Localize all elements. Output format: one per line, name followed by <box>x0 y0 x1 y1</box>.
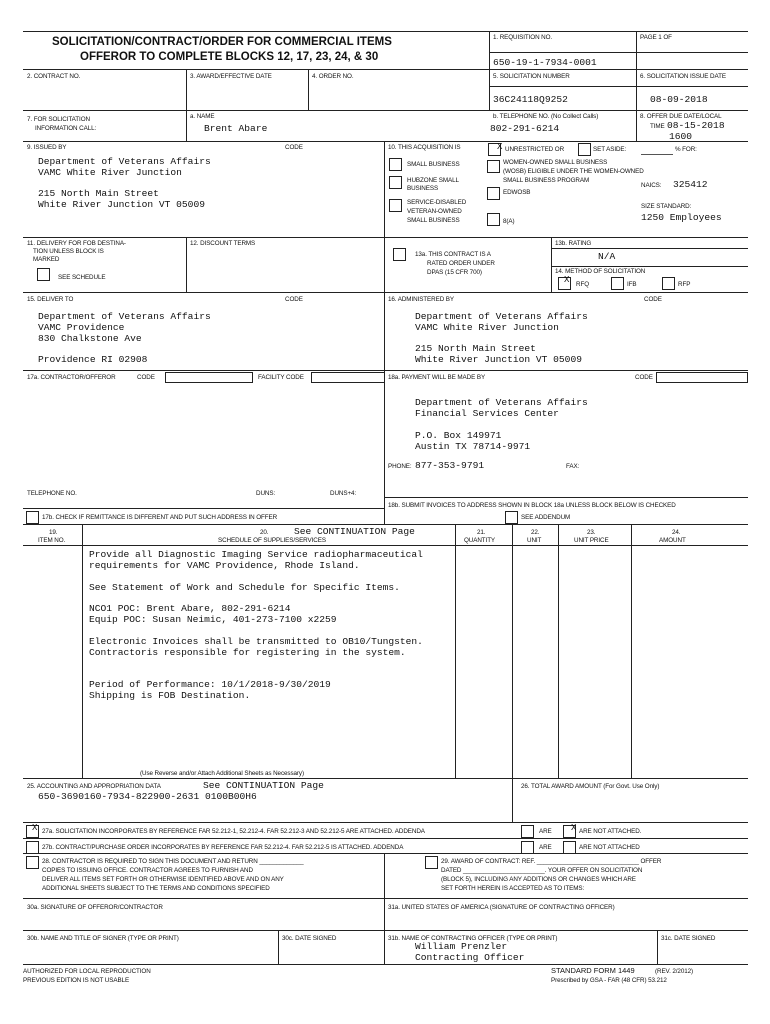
small-business-label: SMALL BUSINESS <box>407 161 460 168</box>
duns-label: DUNS: <box>256 490 276 497</box>
rule <box>657 930 658 964</box>
28-line-1: 28. CONTRACTOR IS REQUIRED TO SIGN THIS DOCUMENT AND RETURN _____________ <box>42 858 304 865</box>
award-date-label: 3. AWARD/EFFECTIVE DATE <box>190 73 272 80</box>
rating-label: 13b. RATING <box>555 240 592 247</box>
due-date-value[interactable]: 08-15-2018 <box>667 120 725 131</box>
pct-for-label: % FOR: <box>675 146 697 153</box>
issued-line-4: White River Junction VT 05009 <box>38 199 205 210</box>
rule <box>23 898 748 899</box>
rule <box>512 778 513 822</box>
28-line-4: ADDITIONAL SHEETS SUBJECT TO THE TERMS AND CONDITIONS SPECIFIED <box>42 885 270 892</box>
col-schedule-see: See CONTINUATION Page <box>294 526 415 537</box>
rating-value[interactable]: N/A <box>598 251 616 262</box>
ifb-checkbox[interactable] <box>611 277 624 290</box>
admin-line-4: White River Junction VT 05009 <box>415 354 582 365</box>
due-time-value[interactable]: 1600 <box>669 131 693 142</box>
rule <box>384 853 385 964</box>
rule <box>23 838 748 839</box>
col-quantity-label: QUANTITY <box>464 537 496 544</box>
rule <box>558 524 559 778</box>
hubzone-label: HUBZONE SMALL <box>407 177 459 184</box>
27a-not-attached-label: ARE NOT ATTACHED. <box>579 828 642 835</box>
28-line-3: DELIVER ALL ITEMS SET FORTH OR OTHERWISE IDENTIFIED ABOVE AND ON ANY <box>42 876 284 883</box>
8a-checkbox[interactable] <box>487 213 500 226</box>
col-amount-label: AMOUNT <box>659 537 686 544</box>
form-subtitle: OFFEROR TO COMPLETE BLOCKS 12, 17, 23, 24, & 30 <box>80 51 379 63</box>
remittance-label: 17b. CHECK IF REMITTANCE IS DIFFERENT AND PUT SUCH ADDRESS IN OFFER <box>42 514 278 521</box>
col-unit-price-num: 23. <box>587 529 596 536</box>
form-title: SOLICITATION/CONTRACT/ORDER FOR COMMERCIAL ITEMS <box>52 36 392 48</box>
27a-not-check-mark: X <box>571 823 577 833</box>
rfp-checkbox[interactable] <box>662 277 675 290</box>
payment-line-2: Financial Services Center <box>415 408 559 419</box>
officer-title-value[interactable]: Contracting Officer <box>415 952 525 963</box>
payment-line-4: Austin TX 78714-9971 <box>415 441 531 452</box>
set-aside-checkbox[interactable] <box>578 143 591 156</box>
fob-label: 11. DELIVERY FOR FOB DESTINA- <box>27 240 126 247</box>
rule <box>512 524 513 778</box>
schedule-line: Provide all Diagnostic Imaging Service radiopharmaceutical <box>89 549 423 560</box>
rule <box>23 237 748 238</box>
wosb-label-2: (WOSB) ELIGIBLE UNDER THE WOMEN-OWNED <box>503 168 644 175</box>
schedule-line: Shipping is FOB Destination. <box>89 690 251 701</box>
rule <box>23 524 748 525</box>
rule <box>551 248 748 249</box>
deliver-line-2: VAMC Providence <box>38 322 125 333</box>
total-award-label: 26. TOTAL AWARD AMOUNT (For Govt. Use Only) <box>521 783 660 790</box>
payment-phone-value: 877-353-9791 <box>415 460 485 471</box>
rule <box>631 524 632 778</box>
payment-code-label: CODE <box>635 374 653 381</box>
requisition-label: 1. REQUISITION NO. <box>493 34 553 41</box>
rule <box>551 266 748 267</box>
27a-check-mark: X <box>32 823 38 833</box>
reverse-note: (Use Reverse and/or Attach Additional Sheets as Necessary) <box>140 770 304 777</box>
rule <box>23 930 748 931</box>
27a-label: 27a. SOLICITATION INCORPORATES BY REFERENCE FAR 52.212-1, 52.212-4. FAR 52.212-3 AND 52.212-5 ARE ATTACHED. ADDENDA <box>42 828 425 835</box>
due-date-label: 8. OFFER DUE DATE/LOCAL <box>640 113 722 120</box>
rule <box>489 86 748 87</box>
rule <box>23 508 384 509</box>
accounting-label: 25. ACCOUNTING AND APPROPRIATION DATA <box>27 783 161 790</box>
footer-form-name: STANDARD FORM 1449 <box>551 966 635 975</box>
28-line-2: COPIES TO ISSUING OFFICE. CONTRACTOR AGREES TO FURNISH AND <box>42 867 253 874</box>
order-no-label: 4. ORDER NO. <box>312 73 354 80</box>
info-call-label-2: INFORMATION CALL: <box>35 125 97 132</box>
col-quantity-num: 21. <box>477 529 486 536</box>
edwosb-checkbox[interactable] <box>487 187 500 200</box>
footer-authorized: AUTHORIZED FOR LOCAL REPRODUCTION <box>23 968 151 975</box>
signer-name-label: 30b. NAME AND TITLE OF SIGNER (TYPE OR PRINT) <box>27 935 179 942</box>
rfq-check-mark: X <box>564 275 570 285</box>
deliver-line-1: Department of Veterans Affairs <box>38 311 211 322</box>
deliver-code-label: CODE <box>285 296 303 303</box>
schedule-line: Contractoris responsible for registering in the system. <box>89 647 406 658</box>
see-schedule-checkbox[interactable] <box>37 268 50 281</box>
accounting-value[interactable]: 650-3690160-7934-822900-2631 0100B00H6 <box>38 791 257 802</box>
contract-no-label: 2. CONTRACT NO. <box>27 73 81 80</box>
28-checkbox[interactable] <box>26 856 39 869</box>
29-line-3: (BLOCK 5), INCLUDING ANY ADDITIONS OR CHANGES WHICH ARE <box>441 876 636 883</box>
27b-label: 27b. CONTRACT/PURCHASE ORDER INCORPORATES BY REFERENCE FAR 52.212-4. FAR 52.212-5 IS ATTACHED. ADDENDA <box>42 844 404 851</box>
27b-checkbox[interactable] <box>26 841 39 854</box>
form-border-bottom <box>23 964 748 965</box>
rule <box>23 853 748 854</box>
deliver-line-3: 830 Chalkstone Ave <box>38 333 142 344</box>
wosb-checkbox[interactable] <box>487 160 500 173</box>
col-unit-label: UNIT <box>527 537 542 544</box>
rule <box>23 778 748 779</box>
rated-order-checkbox[interactable] <box>393 248 406 261</box>
footer-revision: (REV. 2/2012) <box>655 968 694 975</box>
payment-line-1: Department of Veterans Affairs <box>415 397 588 408</box>
schedule-line: Electronic Invoices shall be transmitted to OB10/Tungsten. <box>89 636 423 647</box>
officer-signature-label: 31a. UNITED STATES OF AMERICA (SIGNATURE OF CONTRACTING OFFICER) <box>388 904 615 911</box>
payment-phone-label: PHONE: <box>388 463 412 470</box>
edwosb-label: EDWOSB <box>503 189 531 196</box>
rule <box>23 822 748 823</box>
payment-line-3: P.O. Box 149971 <box>415 430 502 441</box>
size-standard-value[interactable]: 1250 Employees <box>641 212 722 223</box>
rule <box>23 110 748 111</box>
rule <box>489 31 490 110</box>
payment-by-label: 18a. PAYMENT WILL BE MADE BY <box>388 374 486 381</box>
contractor-code-field[interactable] <box>165 372 253 383</box>
rfp-label: RFP <box>678 281 691 288</box>
27b-not-attached-checkbox[interactable] <box>563 841 576 854</box>
rated-order-label: 13a. THIS CONTRACT IS A <box>415 251 491 258</box>
fob-label-3: MARKED <box>33 256 60 263</box>
set-aside-pct-field[interactable] <box>641 154 673 155</box>
method-label: 14. METHOD OF SOLICITATION <box>555 268 646 275</box>
rule <box>23 69 748 70</box>
discount-terms-label: 12. DISCOUNT TERMS <box>190 240 256 247</box>
rule <box>278 930 279 964</box>
deliver-line-4: Providence RI 02908 <box>38 354 148 365</box>
form-border-top <box>23 31 748 32</box>
wosb-label: WOMEN-OWNED SMALL BUSINESS <box>503 159 608 166</box>
schedule-line: NCO1 POC: Brent Abare, 802-291-6214 <box>89 603 291 614</box>
see-addendum-checkbox[interactable] <box>505 511 518 524</box>
admin-line-2: VAMC White River Junction <box>415 322 559 333</box>
naics-label: NAICS: <box>641 182 662 189</box>
schedule-line: Equip POC: Susan Neimic, 401-273-7100 x2259 <box>89 614 337 625</box>
rated-order-label-3: DPAS (15 CFR 700) <box>427 269 482 276</box>
see-addendum-label: SEE ADDENDUM <box>521 514 571 521</box>
acquisition-label: 10. THIS ACQUISITION IS <box>388 144 461 151</box>
29-checkbox[interactable] <box>425 856 438 869</box>
issued-line-2: VAMC White River Junction <box>38 167 182 178</box>
telephone-label: b. TELEPHONE NO. (No Collect Calls) <box>493 113 599 120</box>
29-line-4: SET FORTH HEREIN IS ACCEPTED AS TO ITEMS: <box>441 885 585 892</box>
schedule-line: See Statement of Work and Schedule for Specific Items. <box>89 582 400 593</box>
rule <box>186 237 187 292</box>
footer-previous: PREVIOUS EDITION IS NOT USABLE <box>23 977 130 984</box>
small-business-checkbox[interactable] <box>389 158 402 171</box>
rule <box>23 545 748 546</box>
hubzone-label-2: BUSINESS <box>407 185 439 192</box>
27a-are-label: ARE <box>539 828 552 835</box>
footer-prescribed: Prescribed by GSA - FAR (48 CFR) 53.212 <box>551 977 667 984</box>
officer-name-value[interactable]: William Prenzler <box>415 941 508 952</box>
name-label: a. NAME <box>190 113 215 120</box>
admin-code-label: CODE <box>644 296 662 303</box>
rfq-label: RFQ <box>576 281 589 288</box>
rule <box>455 524 456 778</box>
facility-code-label: FACILITY CODE <box>258 374 304 381</box>
solicitation-number-value[interactable]: 36C24118Q9252 <box>493 94 568 105</box>
rule <box>384 497 748 498</box>
sdvosb-checkbox[interactable] <box>389 199 402 212</box>
29-line-2: DATED ________________________. YOUR OFFER ON SOLICITATION <box>441 867 643 874</box>
rule <box>489 52 748 53</box>
issue-date-label: 6. SOLICITATION ISSUE DATE <box>640 73 726 80</box>
unrestricted-check-mark: X <box>497 142 503 152</box>
sdvosb-label-2: VETERAN-OWNED <box>407 208 462 215</box>
col-schedule-num: 20. <box>260 529 269 536</box>
8a-label: 8(A) <box>503 218 515 225</box>
wosb-label-3: SMALL BUSINESS PROGRAM <box>503 177 590 184</box>
submit-invoices-label: 18b. SUBMIT INVOICES TO ADDRESS SHOWN IN BLOCK 18a UNLESS BLOCK BELOW IS CHECKED <box>388 502 676 509</box>
col-unit-num: 22. <box>531 529 540 536</box>
issued-line-1: Department of Veterans Affairs <box>38 156 211 167</box>
schedule-line: Period of Performance: 10/1/2018-9/30/2019 <box>89 679 331 690</box>
29-line-1: 29. AWARD OF CONTRACT: REF. ______________________________ OFFER <box>441 858 662 865</box>
rule <box>636 110 637 141</box>
27a-are-checkbox[interactable] <box>521 825 534 838</box>
27b-are-label: ARE <box>539 844 552 851</box>
rule <box>23 141 748 142</box>
col-schedule-label: SCHEDULE OF SUPPLIES/SERVICES <box>218 537 326 544</box>
rule <box>636 31 637 110</box>
duns4-label: DUNS+4: <box>330 490 357 497</box>
col-unit-price-label: UNIT PRICE <box>574 537 609 544</box>
col-item-num: 19. <box>49 529 58 536</box>
officer-name-label: 31b. NAME OF CONTRACTING OFFICER (TYPE OR PRINT) <box>388 935 558 942</box>
accounting-see: See CONTINUATION Page <box>203 780 324 791</box>
contractor-label: 17a. CONTRACTOR/OFFEROR <box>27 374 116 381</box>
sdvosb-label-3: SMALL BUSINESS <box>407 217 460 224</box>
payment-code-field[interactable] <box>656 372 748 383</box>
issue-date-value[interactable]: 08-09-2018 <box>650 94 708 105</box>
time-label: TIME <box>650 123 665 130</box>
rule <box>308 69 309 110</box>
see-schedule-label: SEE SCHEDULE <box>58 274 106 281</box>
telephone-no-label: TELEPHONE NO. <box>27 490 77 497</box>
rule <box>23 292 748 293</box>
info-call-label: 7. FOR SOLICITATION <box>27 116 90 123</box>
rule <box>82 524 83 778</box>
issued-line-3: 215 North Main Street <box>38 188 159 199</box>
col-item-label: ITEM NO. <box>38 537 66 544</box>
facility-code-field[interactable] <box>311 372 385 383</box>
rated-order-label-2: RATED ORDER UNDER <box>427 260 495 267</box>
fob-label-2: TION UNLESS BLOCK IS <box>33 248 104 255</box>
offeror-signature-label: 30a. SIGNATURE OF OFFEROR/CONTRACTOR <box>27 904 163 911</box>
page-label: PAGE 1 OF <box>640 34 672 41</box>
requisition-value[interactable]: 650-19-1-7934-0001 <box>493 57 597 68</box>
27b-not-attached-label: ARE NOT ATTACHED <box>579 844 640 851</box>
admin-line-3: 215 North Main Street <box>415 343 536 354</box>
naics-value[interactable]: 325412 <box>673 179 708 190</box>
27b-are-checkbox[interactable] <box>521 841 534 854</box>
col-amount-num: 24. <box>672 529 681 536</box>
issued-code-label: CODE <box>285 144 303 151</box>
unrestricted-label: UNRESTRICTED OR <box>505 146 565 153</box>
name-value[interactable]: Brent Abare <box>204 123 268 134</box>
admin-line-1: Department of Veterans Affairs <box>415 311 588 322</box>
administered-by-label: 16. ADMINISTERED BY <box>388 296 454 303</box>
issued-by-label: 9. ISSUED BY <box>27 144 67 151</box>
ifb-label: IFB <box>627 281 637 288</box>
contractor-code-label: CODE <box>137 374 155 381</box>
rule <box>23 370 748 371</box>
rule <box>384 141 385 524</box>
solicitation-number-label: 5. SOLICITATION NUMBER <box>493 73 570 80</box>
rule <box>551 237 552 292</box>
offeror-date-label: 30c. DATE SIGNED <box>282 935 337 942</box>
set-aside-label: SET ASIDE: <box>593 146 627 153</box>
remittance-checkbox[interactable] <box>26 511 39 524</box>
telephone-value[interactable]: 802-291-6214 <box>490 123 560 134</box>
size-standard-label: SIZE STANDARD: <box>641 203 692 210</box>
officer-date-label: 31c. DATE SIGNED <box>661 935 716 942</box>
sdvosb-label: SERVICE-DISABLED <box>407 199 467 206</box>
hubzone-checkbox[interactable] <box>389 176 402 189</box>
deliver-to-label: 15. DELIVER TO <box>27 296 74 303</box>
schedule-line: requirements for VAMC Providence, Rhode Island. <box>89 560 360 571</box>
rule <box>186 69 187 110</box>
rule <box>186 110 187 141</box>
payment-fax-label: FAX: <box>566 463 580 470</box>
